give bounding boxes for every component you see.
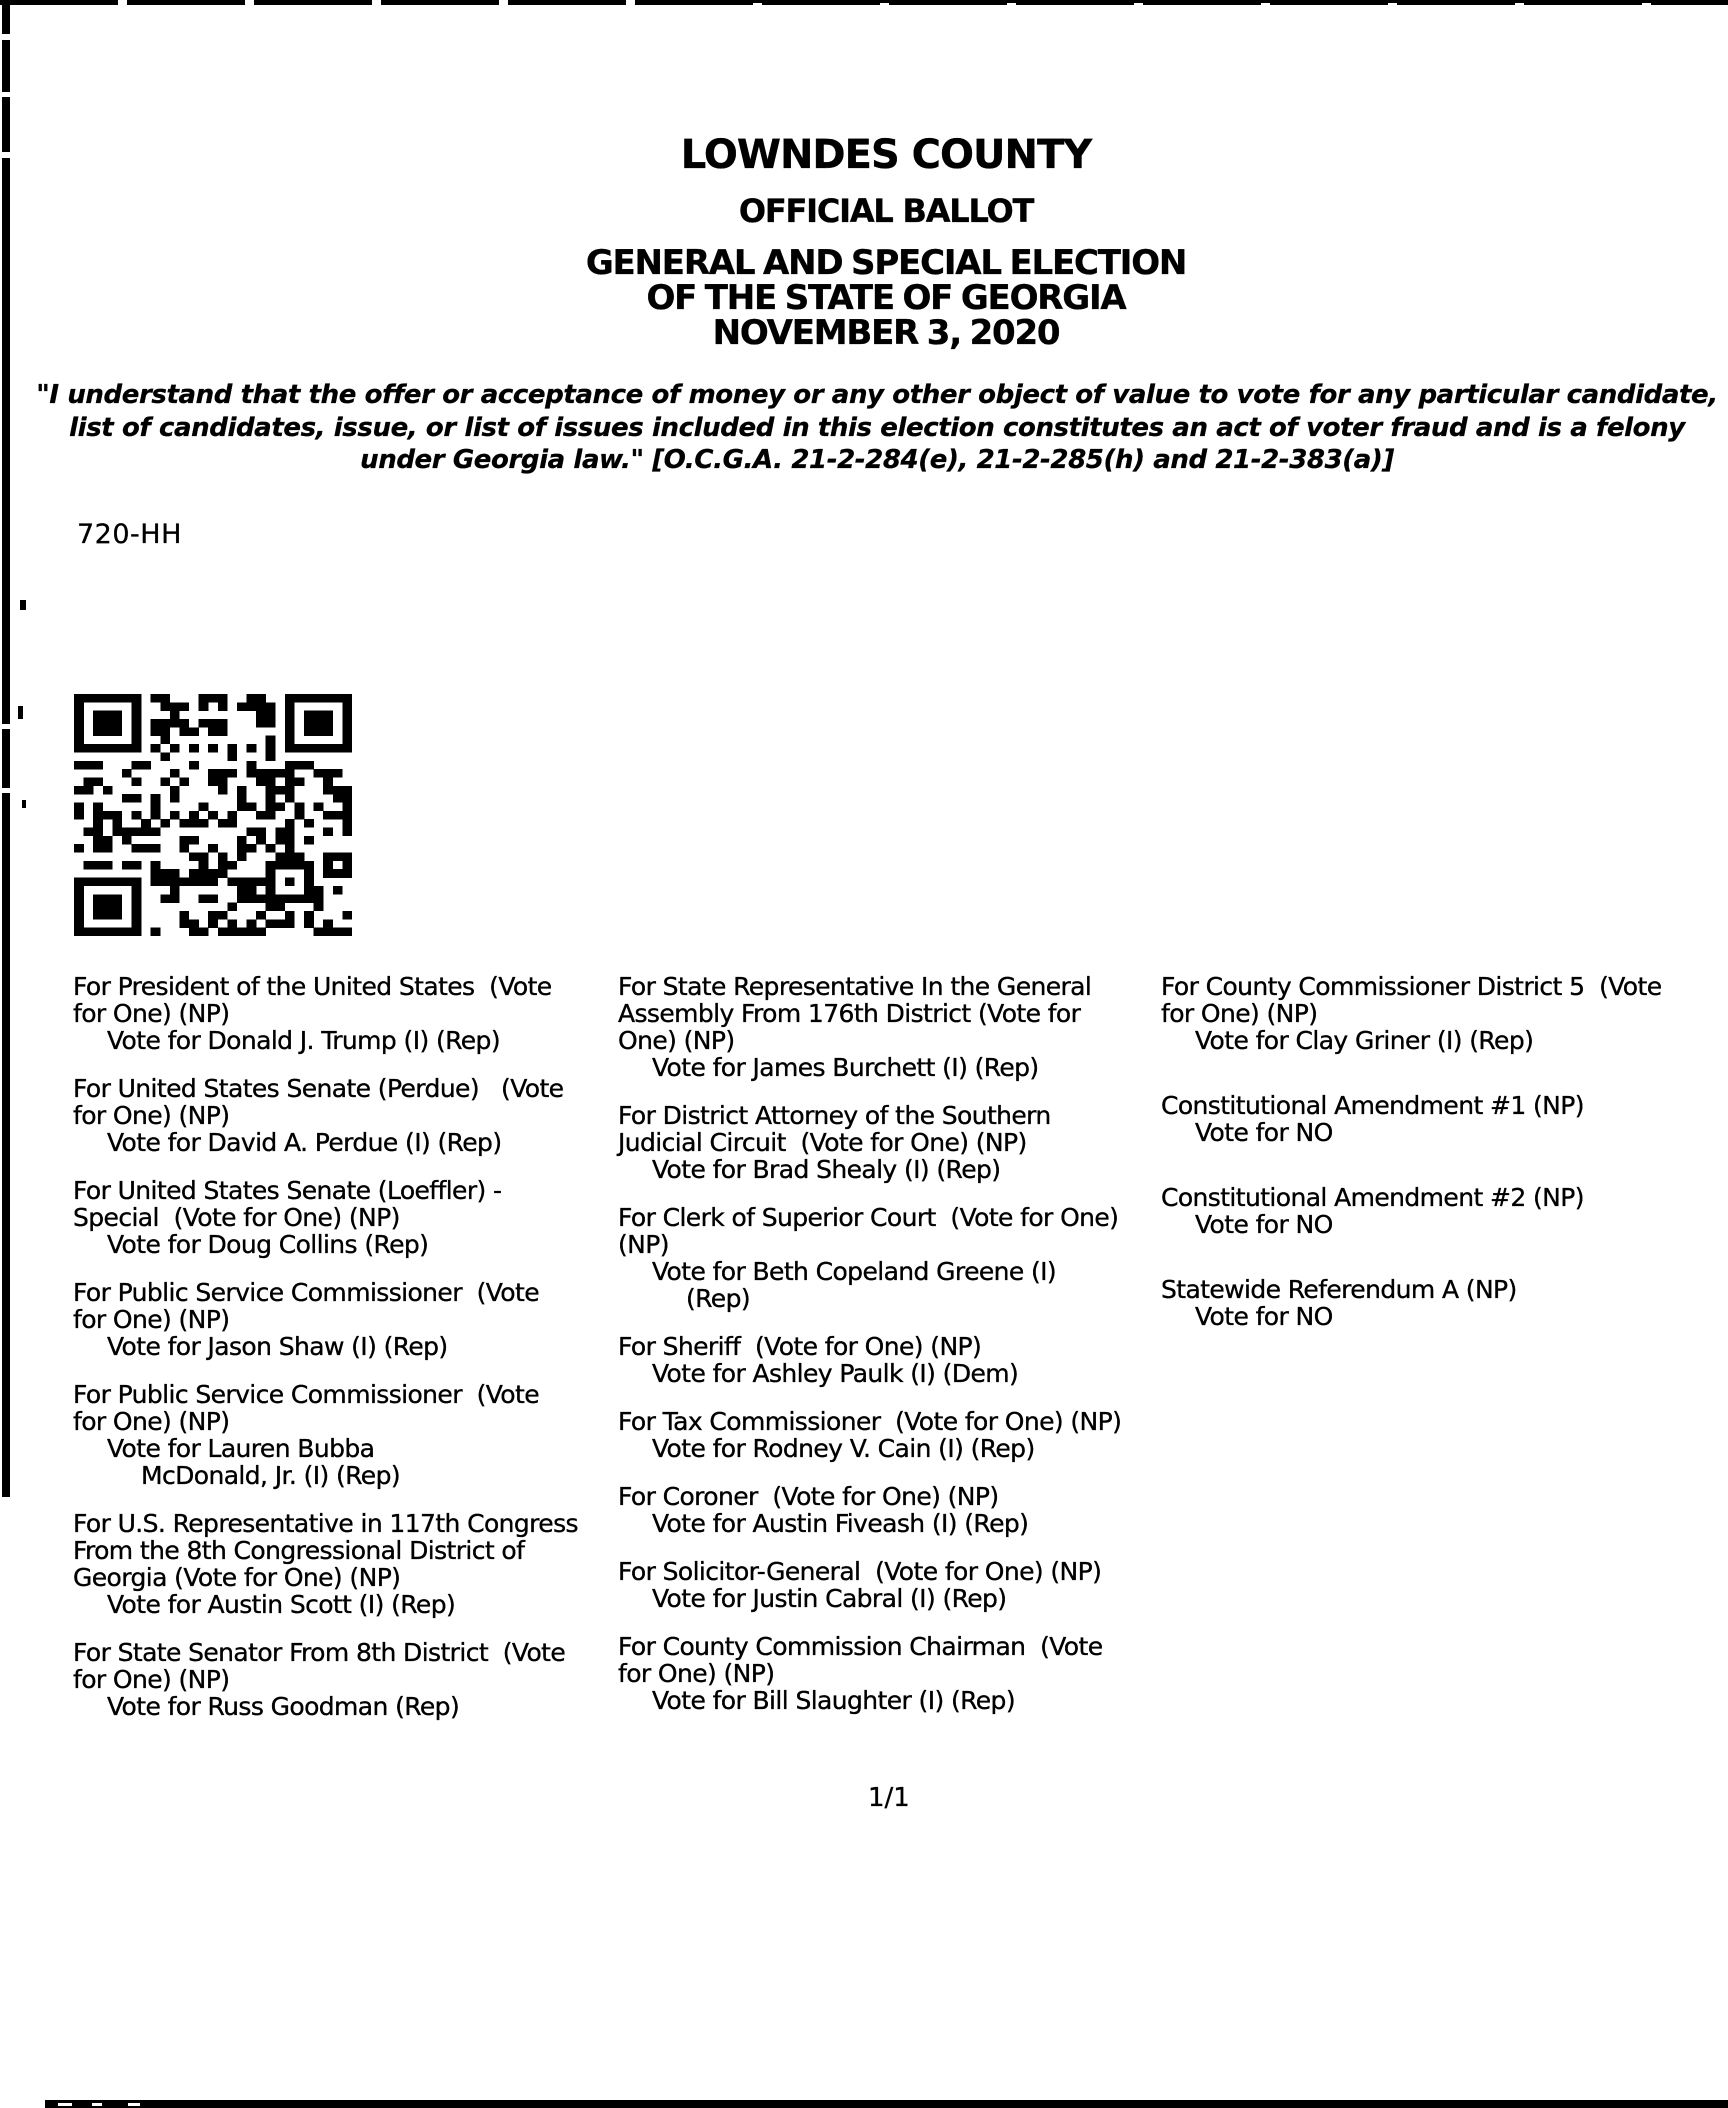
contest-title-line: For U.S. Representative in 117th Congress <box>73 1509 578 1538</box>
contest-block <box>73 1075 618 1156</box>
contest-title-line: For State Senator From 8th District (Vote <box>73 1638 566 1667</box>
contest-title-line: Special (Vote for One) (NP) <box>73 1203 400 1232</box>
contest-title-line: for One) (NP) <box>73 1407 230 1436</box>
contest-block <box>73 1510 618 1618</box>
contest-title-line: for One) (NP) <box>1161 999 1318 1028</box>
vote-line: McDonald, Jr. (I) (Rep) <box>141 1461 401 1490</box>
contest-block <box>618 1483 1161 1537</box>
scan-artifact-notch <box>0 34 12 40</box>
vote-line: Vote for James Burchett (I) (Rep) <box>652 1053 1039 1082</box>
contest-title-line: for One) (NP) <box>73 1665 230 1694</box>
scan-artifact-notch <box>92 2103 102 2106</box>
contest-title-line: for One) (NP) <box>618 1659 775 1688</box>
contest-block <box>1161 1092 1728 1146</box>
contest-title-line: for One) (NP) <box>73 1101 230 1130</box>
election-title <box>22 243 1728 353</box>
contest-title-line: Assembly From 176th District (Vote for <box>618 999 1081 1028</box>
contest-block <box>73 1177 618 1258</box>
election-title-line: OF THE STATE OF GEORGIA <box>646 278 1126 318</box>
contest-title-line: For President of the United States (Vote <box>73 972 552 1001</box>
fraud-disclaimer-line: "I understand that the offer or acceptance of money or any other object of value to vote for any particular candidate, <box>36 380 1718 410</box>
vote-line: Vote for Lauren Bubba <box>107 1434 375 1463</box>
contest-block <box>618 1333 1161 1387</box>
vote-line: Vote for NO <box>1195 1118 1333 1147</box>
contest-title-line: Georgia (Vote for One) (NP) <box>73 1563 401 1592</box>
contest-title-line: for One) (NP) <box>73 999 230 1028</box>
contest-title-line: For Public Service Commissioner (Vote <box>73 1278 539 1307</box>
vote-line: Vote for Rodney V. Cain (I) (Rep) <box>652 1434 1035 1463</box>
scan-artifact-bottom-edge <box>45 2100 1728 2108</box>
contest-title-line: Statewide Referendum A (NP) <box>1161 1275 1517 1304</box>
vote-line: Vote for David A. Perdue (I) (Rep) <box>107 1128 502 1157</box>
contest-block <box>618 1633 1161 1714</box>
contest-title-line: For Public Service Commissioner (Vote <box>73 1380 539 1409</box>
contest-title-line: (NP) <box>618 1230 669 1259</box>
vote-line: Vote for Doug Collins (Rep) <box>107 1230 429 1259</box>
county-title: LOWNDES COUNTY <box>680 132 1092 178</box>
vote-line: Vote for Russ Goodman (Rep) <box>107 1692 460 1721</box>
contest-title-line: For County Commissioner District 5 (Vote <box>1161 972 1662 1001</box>
scan-artifact-notch <box>0 788 12 793</box>
contest-title-line: For State Representative In the General <box>618 972 1092 1001</box>
vote-line: Vote for Austin Fiveash (I) (Rep) <box>652 1509 1029 1538</box>
contest-block <box>73 1279 618 1360</box>
contest-title-line: for One) (NP) <box>73 1305 230 1334</box>
scan-artifact-notch <box>128 2103 140 2106</box>
page-number: 1/1 <box>868 1783 910 1813</box>
contest-block <box>1161 1276 1728 1330</box>
contest-block <box>618 973 1161 1081</box>
contest-title-line: For Sheriff (Vote for One) (NP) <box>618 1332 982 1361</box>
election-title-line: GENERAL AND SPECIAL ELECTION <box>585 243 1187 283</box>
vote-line: Vote for Jason Shaw (I) (Rep) <box>107 1332 448 1361</box>
contest-block <box>1161 973 1728 1054</box>
contest-block <box>618 1558 1161 1612</box>
vote-line: Vote for NO <box>1195 1210 1333 1239</box>
scan-artifact-notch <box>0 724 12 729</box>
contest-title-line: For United States Senate (Perdue) (Vote <box>73 1074 564 1103</box>
election-title-line: NOVEMBER 3, 2020 <box>712 313 1060 353</box>
ballot-type-title: OFFICIAL BALLOT <box>738 192 1034 230</box>
scan-speck <box>18 706 23 719</box>
contest-title-line: For United States Senate (Loeffler) - <box>73 1176 502 1205</box>
contest-block <box>73 1381 618 1489</box>
scan-speck <box>22 800 26 808</box>
vote-line: Vote for Clay Griner (I) (Rep) <box>1195 1026 1534 1055</box>
contest-title-line: For Coroner (Vote for One) (NP) <box>618 1482 999 1511</box>
contest-column <box>1161 973 1728 1368</box>
contest-title-line: For County Commission Chairman (Vote <box>618 1632 1103 1661</box>
vote-line: Vote for Austin Scott (I) (Rep) <box>107 1590 456 1619</box>
contest-block <box>618 1408 1161 1462</box>
scan-artifact-top-edge <box>640 0 1728 3</box>
contest-block <box>618 1102 1161 1183</box>
contest-block <box>73 973 618 1054</box>
contest-title-line: For Clerk of Superior Court (Vote for One) <box>618 1203 1119 1232</box>
ballot-style-code: 720-HH <box>77 519 182 550</box>
vote-line: (Rep) <box>686 1284 751 1313</box>
contest-title-line: For Tax Commissioner (Vote for One) (NP) <box>618 1407 1122 1436</box>
scan-artifact-notch <box>0 92 12 97</box>
contest-title-line: Constitutional Amendment #2 (NP) <box>1161 1183 1584 1212</box>
contest-title-line: Judicial Circuit (Vote for One) (NP) <box>618 1128 1027 1157</box>
contest-block <box>73 1639 618 1720</box>
vote-line: Vote for Donald J. Trump (I) (Rep) <box>107 1026 500 1055</box>
vote-line: Vote for Beth Copeland Greene (I) <box>652 1257 1057 1286</box>
vote-line: Vote for Brad Shealy (I) (Rep) <box>652 1155 1001 1184</box>
vote-line: Vote for Ashley Paulk (I) (Dem) <box>652 1359 1019 1388</box>
qr-code <box>74 694 352 936</box>
vote-line: Vote for NO <box>1195 1302 1333 1331</box>
scan-speck <box>20 600 26 610</box>
fraud-disclaimer-line: under Georgia law." [O.C.G.A. 21-2-284(e), 21-2-285(h) and 21-2-383(a)] <box>360 445 1394 475</box>
contest-title-line: One) (NP) <box>618 1026 735 1055</box>
scan-artifact-notch <box>58 2103 72 2106</box>
scan-artifact-left-bar <box>2 0 10 1497</box>
fraud-disclaimer <box>0 379 1728 477</box>
contest-title-line: For Solicitor-General (Vote for One) (NP) <box>618 1557 1102 1586</box>
contest-title-line: Constitutional Amendment #1 (NP) <box>1161 1091 1584 1120</box>
contest-block <box>618 1204 1161 1312</box>
contest-title-line: For District Attorney of the Southern <box>618 1101 1051 1130</box>
contest-block <box>1161 1184 1728 1238</box>
fraud-disclaimer-line: list of candidates, issue, or list of issues included in this election constitutes an act of voter fraud and is a felony <box>69 412 1685 443</box>
vote-line: Vote for Justin Cabral (I) (Rep) <box>652 1584 1007 1613</box>
contest-title-line: From the 8th Congressional District of <box>73 1536 525 1565</box>
contest-column <box>618 973 1161 1735</box>
vote-line: Vote for Bill Slaughter (I) (Rep) <box>652 1686 1015 1715</box>
contest-column <box>73 973 618 1741</box>
scan-artifact-notch <box>0 152 12 158</box>
